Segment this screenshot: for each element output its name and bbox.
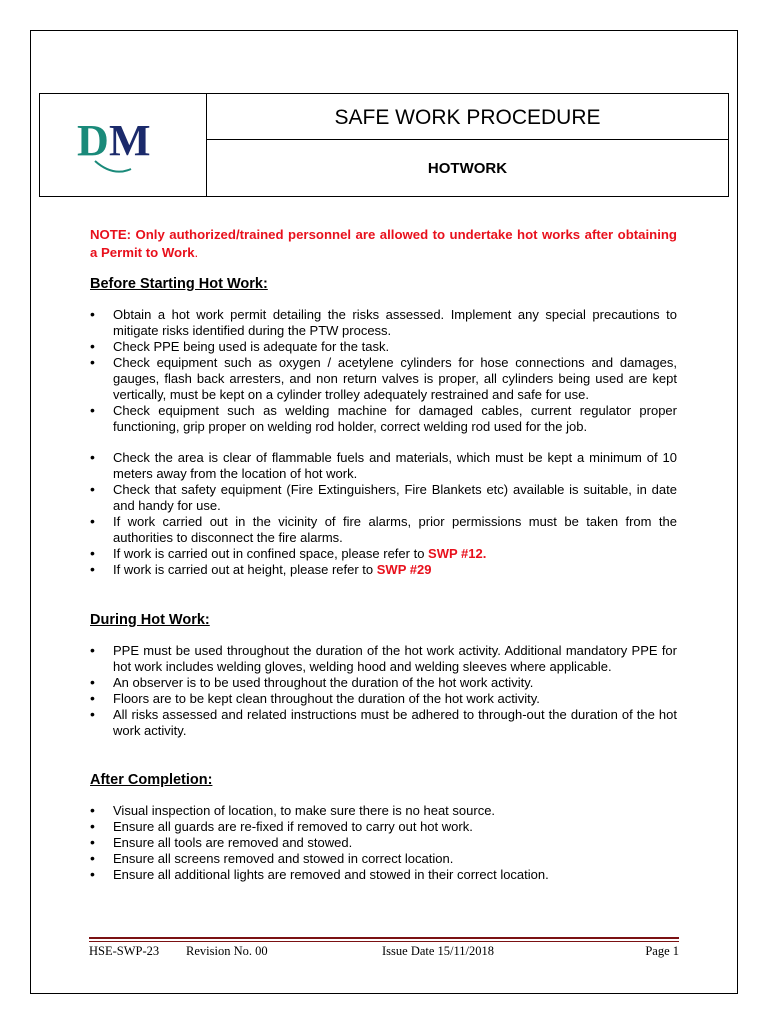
document-subtitle: HOTWORK [427,159,508,177]
list-item [90,546,677,562]
company-logo [73,113,173,177]
swp-29-reference: SWP #29 [376,562,432,577]
list-item: • Obtain a hot work permit detailing the risks assessed. Implement any special precautions to mitigate risks identified during the PTW process. [90,307,677,339]
list-item: • Check PPE being used is adequate for the task. [90,339,677,355]
list-item: • Ensure all guards are re-fixed if removed to carry out hot work. [90,819,677,835]
svg-text:D: D [77,116,109,165]
svg-text:M: M [109,116,151,165]
note-tail: . [194,245,199,260]
section-heading-before: Before Starting Hot Work: [90,276,268,292]
list-item: • All risks assessed and related instructions must be adhered to through-out the duration of the hot work activity. [90,707,677,739]
list-item: • PPE must be used throughout the duration of the hot work activity. Additional mandatory PPE for hot work includes welding gloves, welding hood and welding sleeves where applicable. [90,643,677,675]
section-heading-after: After Completion: [90,772,213,788]
during-list [90,643,677,739]
confined-text: If work is carried out in confined space, please refer to [113,546,429,561]
list-item: • Check equipment such as oxygen / acetylene cylinders for hose connections and damages, gauges, flash back arresters, and non return valves is proper, all cylinders being used are kept vertically, must be kept on a cylinder trolley adequately restrained and safe for use. [90,355,677,403]
footer-page-number: Page 1 [645,944,679,958]
document-body [90,226,677,883]
list-item: • Check that safety equipment (Fire Extinguishers, Fire Blankets etc) available is suitable, in date and handy for use. [90,482,677,514]
list-item: • Ensure all additional lights are removed and stowed in their correct location. [90,867,677,883]
safety-note [90,226,677,262]
swp-12-reference: SWP #12. [428,546,487,561]
footer-rule [89,937,679,942]
list-item: • Check the area is clear of flammable fuels and materials, which must be kept a minimum of 10 meters away from the location of hot work. [90,450,677,482]
list-item: • Ensure all tools are removed and stowed. [90,835,677,851]
list-item: • If work carried out in the vicinity of fire alarms, prior permissions must be taken from the authorities to disconnect the fire alarms. [90,514,677,546]
logo-cell [40,94,207,196]
header-table [39,93,729,197]
before-list-a [90,307,677,435]
list-item [90,562,677,578]
document-title: SAFE WORK PROCEDURE [207,94,728,140]
page-footer [89,944,679,962]
list-item: • An observer is to be used throughout the duration of the hot work activity. [90,675,677,691]
footer-revision: Revision No. 00 [186,944,268,958]
height-text: If work is carried out at height, please refer to [113,562,377,577]
list-item: • Check equipment such as welding machine for damaged cables, current regulator proper functioning, grip proper on welding rod holder, correct welding rod used for the job. [90,403,677,435]
footer-doc-code: HSE-SWP-23 [89,944,160,958]
section-heading-during: During Hot Work: [90,612,210,628]
note-text: NOTE: Only authorized/trained personnel are allowed to undertake hot works after obtaining a Permit to Work [90,227,677,260]
after-list [90,803,677,883]
list-item: • Floors are to be kept clean throughout the duration of the hot work activity. [90,691,677,707]
list-item: • Visual inspection of location, to make sure there is no heat source. [90,803,677,819]
footer-issue-date: Issue Date 15/11/2018 [382,944,495,958]
before-list-b [90,450,677,578]
list-item: • Ensure all screens removed and stowed in correct location. [90,851,677,867]
